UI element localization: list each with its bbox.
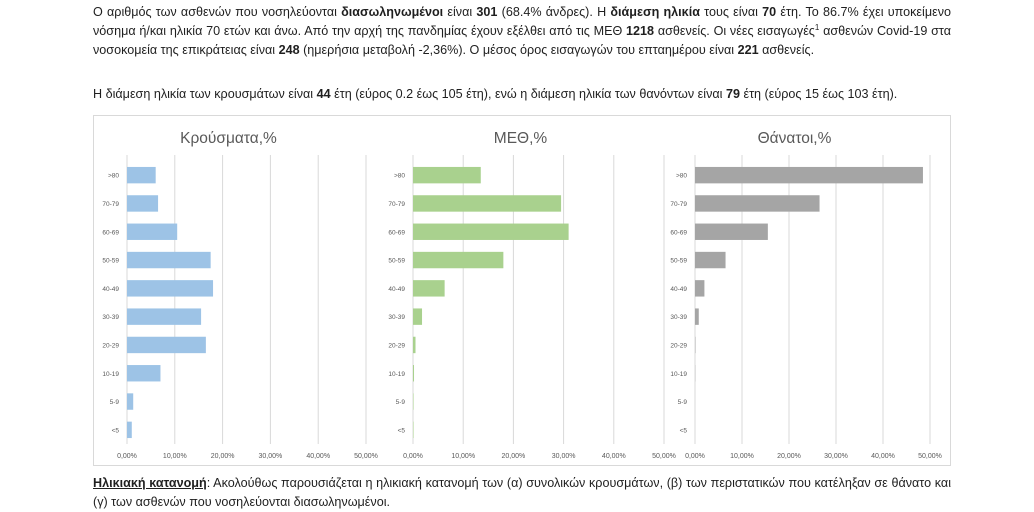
category-label-2-0: >80 bbox=[676, 173, 687, 180]
p1-bold-221: 221 bbox=[738, 43, 759, 57]
x-tick-label-2-4: 40,00% bbox=[871, 453, 895, 460]
category-label-2-9: <5 bbox=[680, 427, 688, 434]
age-distribution-heading: Ηλικιακή κατανομή bbox=[93, 476, 207, 490]
p2-bold-44: 44 bbox=[317, 87, 331, 101]
bar-1-6 bbox=[413, 337, 416, 353]
category-label-2-7: 10-19 bbox=[670, 371, 687, 378]
x-tick-label-1-5: 50,00% bbox=[652, 453, 676, 460]
p1-text-c: είναι bbox=[443, 5, 476, 19]
p1-text-p: ασθενείς. bbox=[759, 43, 814, 57]
bar-0-5 bbox=[127, 308, 201, 324]
category-label-0-1: 70-79 bbox=[102, 201, 119, 208]
category-label-1-5: 30-39 bbox=[388, 314, 405, 321]
p1-bold-intubated: διασωληνωμένοι bbox=[341, 5, 443, 19]
bar-2-0 bbox=[695, 167, 923, 183]
category-label-0-2: 60-69 bbox=[102, 229, 119, 236]
x-tick-label-0-0: 0,00% bbox=[117, 453, 137, 460]
bar-0-6 bbox=[127, 337, 206, 353]
category-label-0-9: <5 bbox=[112, 427, 120, 434]
bar-2-3 bbox=[695, 252, 726, 268]
bar-2-2 bbox=[695, 224, 768, 240]
bar-1-2 bbox=[413, 224, 569, 240]
p2-text-e: έτη (εύρος 15 έως 103 έτη). bbox=[740, 87, 897, 101]
chart-title-2: Θάνατοι,% bbox=[758, 130, 832, 147]
age-distribution-text: : Ακολούθως παρουσιάζεται η ηλικιακή κατανομή των (α) συνολικών κρουσμάτων, (β) των περιστατικών που κατέληξαν σε θάνατο και (γ) των ασθενών που νοσηλεύονται διασωληνωμένοι. bbox=[93, 476, 951, 509]
x-tick-label-1-1: 10,00% bbox=[451, 453, 475, 460]
x-tick-label-0-2: 20,00% bbox=[211, 453, 235, 460]
p1-bold-70: 70 bbox=[762, 5, 776, 19]
category-label-0-0: >80 bbox=[108, 173, 119, 180]
category-label-2-1: 70-79 bbox=[670, 201, 687, 208]
p2-text-c: έτη (εύρος 0.2 έως 105 έτη), ενώ η διάμεση ηλικία των θανόντων είναι bbox=[331, 87, 726, 101]
p1-text-a: Ο αριθμός των ασθενών που νοσηλεύονται bbox=[93, 5, 341, 19]
bar-0-8 bbox=[127, 393, 133, 409]
x-tick-label-0-3: 30,00% bbox=[259, 453, 283, 460]
p1-text-n: (ημερήσια μεταβολή -2,36%). Ο μέσος όρος εισαγωγών του επταημέρου είναι bbox=[300, 43, 738, 57]
category-label-0-4: 40-49 bbox=[102, 286, 119, 293]
age-distribution-charts bbox=[94, 116, 950, 465]
category-label-2-5: 30-39 bbox=[670, 314, 687, 321]
category-label-1-1: 70-79 bbox=[388, 201, 405, 208]
footnote-marker: 1 bbox=[815, 23, 819, 32]
category-label-1-2: 60-69 bbox=[388, 229, 405, 236]
bar-2-5 bbox=[695, 308, 699, 324]
category-label-2-3: 50-59 bbox=[670, 258, 687, 265]
chart-title-0: Κρούσματα,% bbox=[180, 130, 277, 147]
category-label-1-4: 40-49 bbox=[388, 286, 405, 293]
x-tick-label-1-4: 40,00% bbox=[602, 453, 626, 460]
bar-1-0 bbox=[413, 167, 481, 183]
p1-text-e: (68.4% άνδρες). Η bbox=[497, 5, 610, 19]
bar-0-7 bbox=[127, 365, 160, 381]
category-label-1-8: 5-9 bbox=[396, 399, 406, 406]
bar-2-1 bbox=[695, 195, 820, 211]
category-label-1-0: >80 bbox=[394, 173, 405, 180]
p1-text-k: ασθενείς. Οι νέες εισαγωγές bbox=[654, 24, 815, 38]
category-label-2-8: 5-9 bbox=[678, 399, 688, 406]
p1-bold-248: 248 bbox=[279, 43, 300, 57]
p1-text-i: έτη. Το 86.7% έχει υποκείμενο νόσημα ή/και ηλικία 70 ετών και άνω. Από την αρχή της πανδημίας έχουν εξέλθει από τις ΜΕΘ bbox=[93, 5, 951, 38]
category-label-2-4: 40-49 bbox=[670, 286, 687, 293]
bar-0-0 bbox=[127, 167, 156, 183]
x-tick-label-2-5: 50,00% bbox=[918, 453, 942, 460]
bar-1-4 bbox=[413, 280, 445, 296]
p1-text-g: τους είναι bbox=[700, 5, 762, 19]
category-label-0-8: 5-9 bbox=[110, 399, 120, 406]
bar-2-4 bbox=[695, 280, 704, 296]
category-label-1-7: 10-19 bbox=[388, 371, 405, 378]
x-tick-label-0-5: 50,00% bbox=[354, 453, 378, 460]
bar-0-9 bbox=[127, 422, 132, 438]
bar-1-5 bbox=[413, 308, 422, 324]
category-label-1-9: <5 bbox=[398, 427, 406, 434]
p2-text-a: Η διάμεση ηλικία των κρουσμάτων είναι bbox=[93, 87, 317, 101]
median-age-paragraph bbox=[93, 85, 951, 104]
bar-0-1 bbox=[127, 195, 158, 211]
bar-0-2 bbox=[127, 224, 177, 240]
p2-bold-79: 79 bbox=[726, 87, 740, 101]
category-label-2-2: 60-69 bbox=[670, 229, 687, 236]
p1-bold-1218: 1218 bbox=[626, 24, 654, 38]
bar-1-8 bbox=[413, 393, 414, 409]
bar-0-4 bbox=[127, 280, 213, 296]
x-tick-label-1-0: 0,00% bbox=[403, 453, 423, 460]
x-tick-label-2-0: 0,00% bbox=[685, 453, 705, 460]
x-tick-label-0-1: 10,00% bbox=[163, 453, 187, 460]
category-label-0-6: 20-29 bbox=[102, 342, 119, 349]
chart-title-1: ΜΕΘ,% bbox=[494, 130, 548, 147]
bar-0-3 bbox=[127, 252, 211, 268]
x-tick-label-2-1: 10,00% bbox=[730, 453, 754, 460]
p1-text-l: ασθενών Covid-19 στα νοσοκομεία της επικράτειας είναι bbox=[93, 24, 951, 57]
p1-bold-median-age: διάμεση ηλικία bbox=[610, 5, 700, 19]
age-distribution-chart-panel bbox=[93, 115, 951, 466]
bar-1-7 bbox=[413, 365, 414, 381]
x-tick-label-0-4: 40,00% bbox=[306, 453, 330, 460]
x-tick-label-2-3: 30,00% bbox=[824, 453, 848, 460]
bar-1-1 bbox=[413, 195, 561, 211]
category-label-1-6: 20-29 bbox=[388, 342, 405, 349]
x-tick-label-2-2: 20,00% bbox=[777, 453, 801, 460]
bar-1-9 bbox=[413, 422, 414, 438]
category-label-0-5: 30-39 bbox=[102, 314, 119, 321]
x-tick-label-1-2: 20,00% bbox=[502, 453, 526, 460]
category-label-0-7: 10-19 bbox=[102, 371, 119, 378]
category-label-0-3: 50-59 bbox=[102, 258, 119, 265]
age-distribution-paragraph bbox=[93, 474, 951, 512]
intubated-patients-paragraph bbox=[93, 3, 951, 60]
bar-1-3 bbox=[413, 252, 503, 268]
category-label-2-6: 20-29 bbox=[670, 342, 687, 349]
x-tick-label-1-3: 30,00% bbox=[552, 453, 576, 460]
p1-bold-301: 301 bbox=[476, 5, 497, 19]
category-label-1-3: 50-59 bbox=[388, 258, 405, 265]
